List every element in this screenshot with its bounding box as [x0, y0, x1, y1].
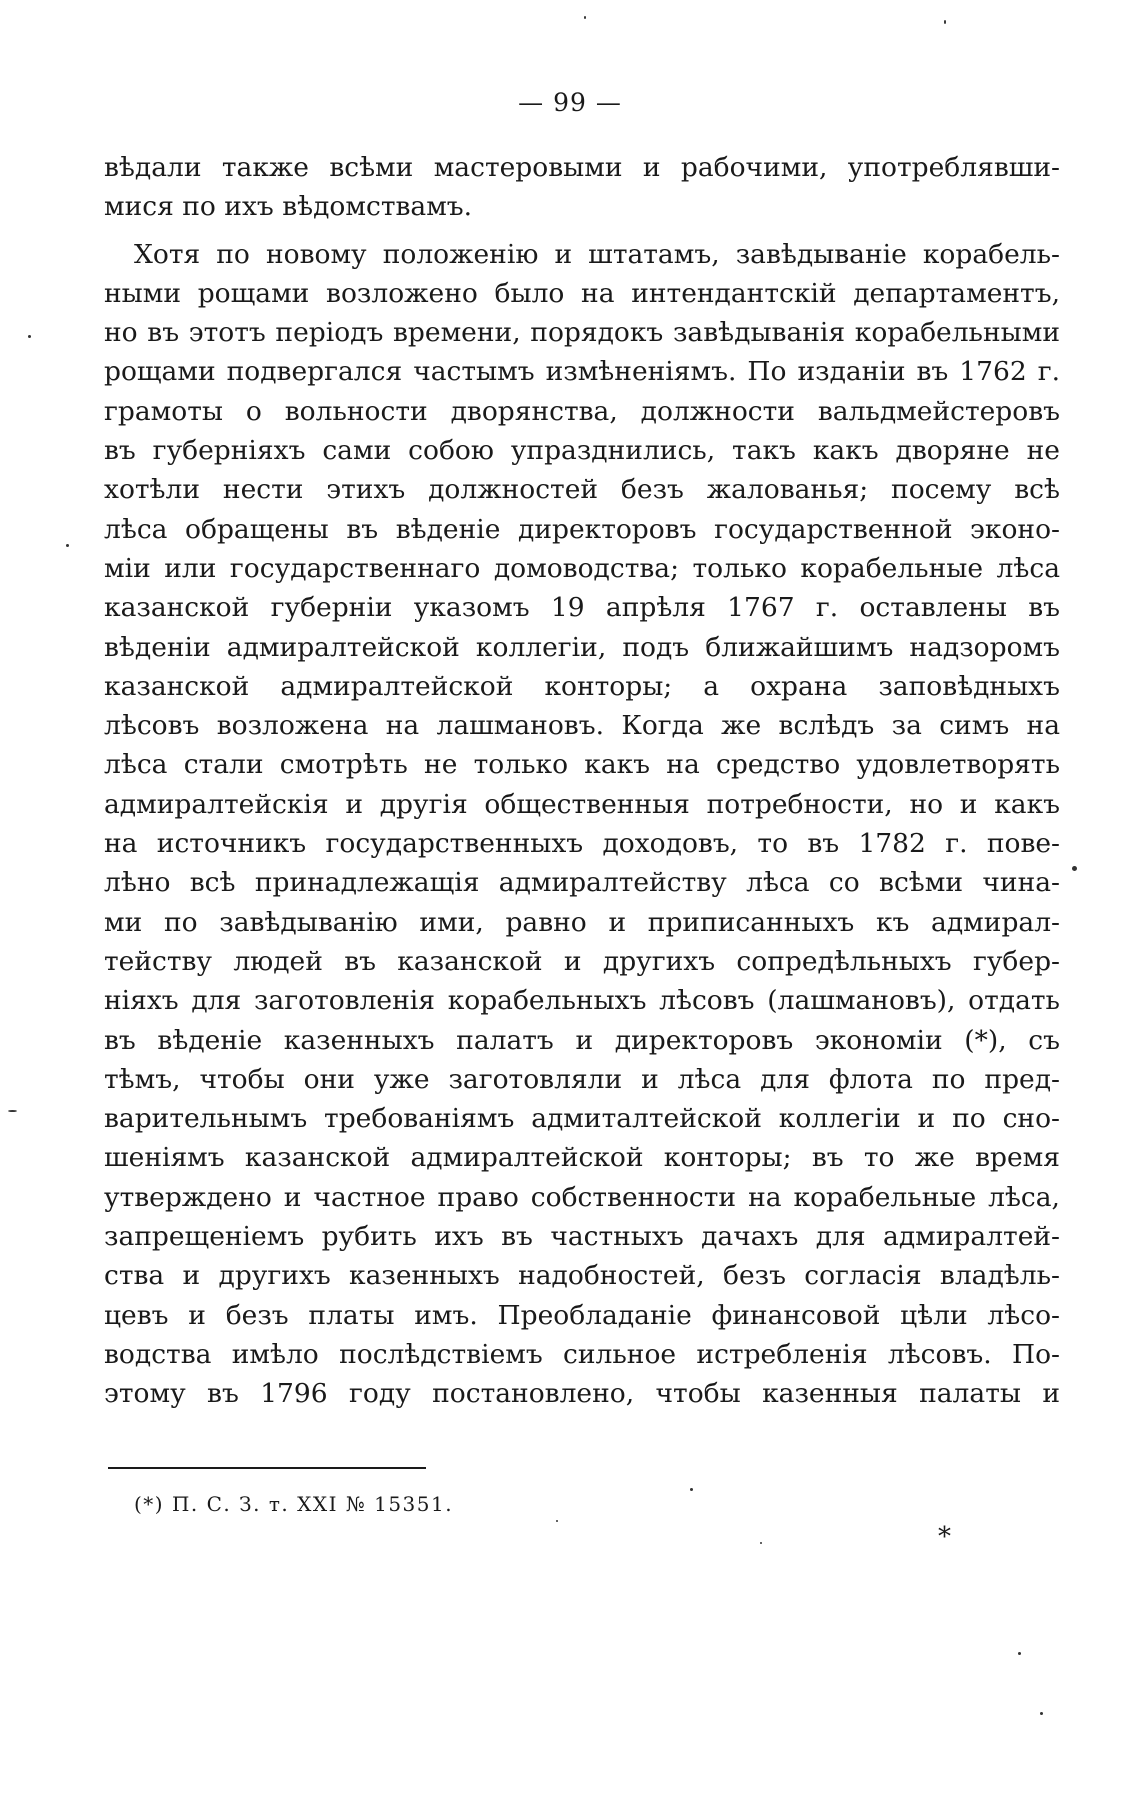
text-line: утверждено и частное право собственности на корабельные лѣса,: [104, 1181, 1060, 1213]
scan-speck: [28, 335, 31, 338]
text-line: вѣдали также всѣми мастеровыми и рабочими, употреблявши-: [104, 152, 1060, 183]
text-line: ными рощами возложено было на интендантскій департаментъ,: [104, 277, 1060, 309]
text-line: въ вѣденіе казенныхъ палатъ и директоровъ экономіи (*), съ: [104, 1024, 1060, 1056]
text-line: казанской адмиралтейской конторы; а охрана заповѣдныхъ: [104, 670, 1060, 702]
text-line: хотѣли нести этихъ должностей безъ жалованья; посему всѣ: [104, 474, 1060, 506]
asterisk-mark: *: [938, 1522, 951, 1552]
text-line: мися по ихъ вѣдомствамъ.: [104, 191, 473, 223]
footnote-rule: [108, 1467, 426, 1469]
text-line: казанской губерніи указомъ 19 апрѣля 1767 г. оставлены въ: [104, 592, 1060, 624]
text-line: ми по завѣдыванію ими, равно и приписанныхъ къ адмирал-: [104, 906, 1060, 938]
scan-speck: [1018, 1652, 1021, 1655]
text-line: ніяхъ для заготовленія корабельныхъ лѣсовъ (лашмановъ), отдать: [104, 985, 1060, 1017]
text-line: тейству людей въ казанской и другихъ сопредѣльныхъ губер-: [104, 945, 1060, 977]
text-line: грамоты о вольности дворянства, должности вальдмейстеровъ: [104, 395, 1060, 427]
text-line: лѣно всѣ принадлежащія адмиралтейству лѣса со всѣми чина-: [104, 867, 1060, 899]
text-line: вѣденіи адмиралтейской коллегіи, подъ ближайшимъ надзоромъ: [104, 631, 1060, 663]
text-line: Хотя по новому положенію и штатамъ, завѣдываніе корабель-: [134, 238, 1060, 270]
text-line: но въ этотъ періодъ времени, порядокъ завѣдыванія корабельными: [104, 317, 1060, 349]
scan-speck: [690, 1488, 693, 1491]
body-text: [104, 148, 1060, 1414]
text-line: этому въ 1796 году постановлено, чтобы казенныя палаты и: [104, 1378, 1060, 1410]
text-line: ства и другихъ казенныхъ надобностей, безъ согласія владѣль-: [104, 1260, 1060, 1292]
scan-speck: [1072, 866, 1077, 871]
paragraph-gap: [104, 227, 1060, 235]
text-line: водства имѣло послѣдствіемъ сильное истребленія лѣсовъ. По-: [104, 1338, 1060, 1370]
text-line: тѣмъ, чтобы они уже заготовляли и лѣса для флота по пред-: [104, 1063, 1060, 1095]
scan-speck: [556, 1520, 558, 1522]
text-line: лѣса стали смотрѣть не только какъ на средство удовлетворять: [104, 749, 1060, 781]
scan-speck: [944, 20, 946, 24]
text-line: запрещеніемъ рубить ихъ въ частныхъ дачахъ для адмиралтей-: [104, 1221, 1060, 1253]
text-line: въ губерніяхъ сами собою упразднились, такъ какъ дворяне не: [104, 435, 1060, 467]
text-line: адмиралтейскія и другія общественныя потребности, но и какъ: [104, 788, 1060, 820]
page-number: — 99 —: [518, 88, 622, 117]
text-line: цевъ и безъ платы имъ. Преобладаніе финансовой цѣли лѣсо-: [104, 1299, 1060, 1331]
scan-speck: [584, 16, 586, 19]
text-line: лѣса обращены въ вѣденіе директоровъ государственной эконо-: [104, 513, 1060, 545]
scan-speck: [760, 1542, 762, 1544]
scan-speck: [8, 1110, 17, 1112]
text-line: на источникъ государственныхъ доходовъ, то въ 1782 г. пове-: [104, 828, 1060, 860]
text-line: варительнымъ требованіямъ адмиталтейской коллегіи и по сно-: [104, 1103, 1060, 1135]
footnote: (*) П. С. З. т. XXI № 15351.: [134, 1492, 454, 1516]
scan-speck: [1040, 1712, 1043, 1715]
text-line: рощами подвергался частымъ измѣненіямъ. По изданіи въ 1762 г.: [104, 356, 1060, 388]
text-line: міи или государственнаго домоводства; только корабельные лѣса: [104, 552, 1060, 584]
scan-speck: [66, 544, 69, 547]
text-line: лѣсовъ возложена на лашмановъ. Когда же вслѣдъ за симъ на: [104, 710, 1060, 742]
text-line: шеніямъ казанской адмиралтейской конторы; въ то же время: [104, 1142, 1060, 1174]
